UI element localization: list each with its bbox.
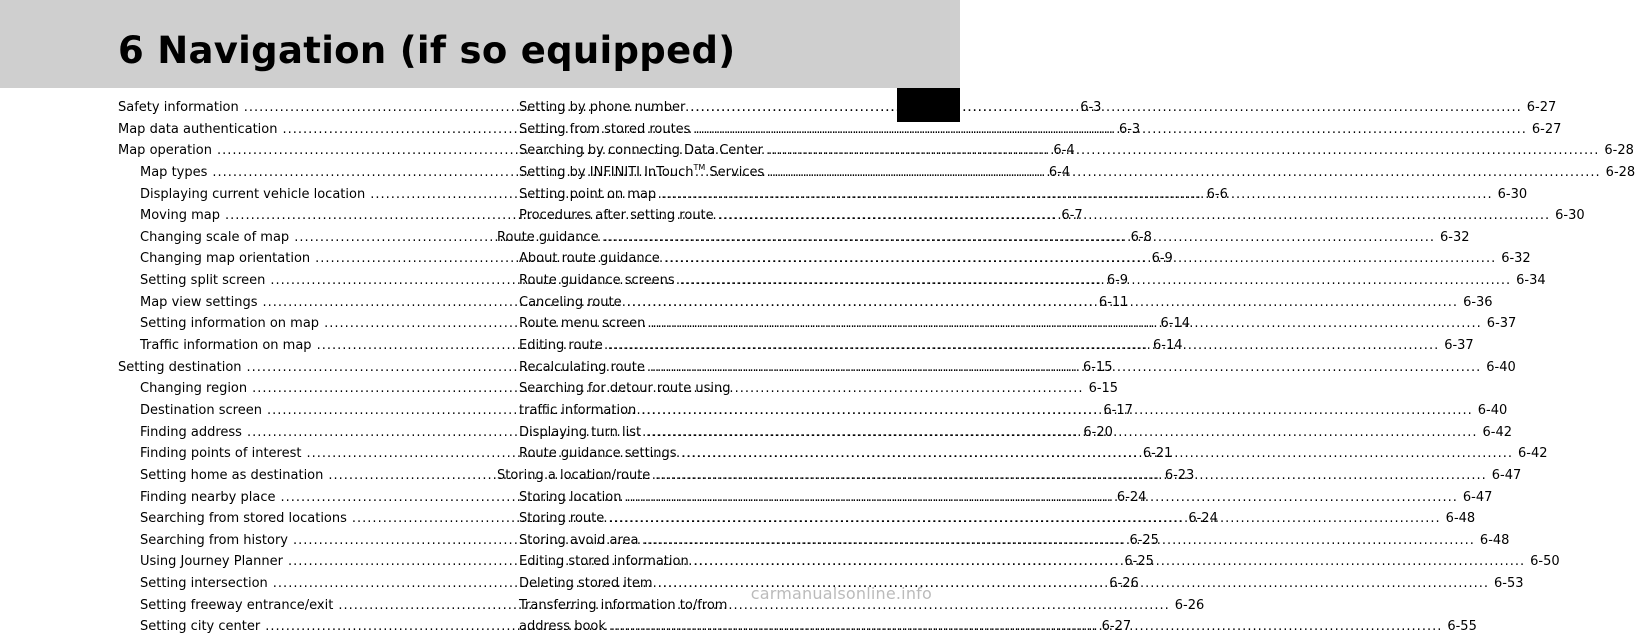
toc-entry-label: Setting split screen	[140, 273, 266, 289]
dot-leader	[650, 313, 1481, 335]
toc-entry-page: 6-47	[1462, 489, 1493, 505]
chapter-title-band	[0, 0, 960, 88]
dot-leader	[661, 184, 1492, 206]
toc-entry-label: Editing route	[519, 338, 603, 354]
toc-entry-label: Traffic information on map	[140, 338, 312, 354]
toc-entry-label: Searching from stored locations	[140, 511, 347, 527]
toc-entry-page: 6-55	[1447, 619, 1477, 635]
toc-entry-label: Procedures after setting route	[519, 208, 714, 224]
toc-entry-label: Setting freeway entrance/exit	[140, 597, 334, 613]
toc-entry-page: 6-15	[1082, 359, 1113, 375]
dot-leader	[627, 292, 1458, 314]
toc-entry-label: Storing location	[519, 489, 622, 505]
toc-entry-label: Route menu screen	[519, 316, 646, 332]
dot-leader	[690, 97, 1521, 119]
toc-entry-label: Displaying turn list	[519, 424, 642, 440]
toc-entry-page: 6-28	[1605, 164, 1635, 180]
toc-entry-page: 6-4	[1053, 143, 1075, 159]
toc-entry-label: Searching from history	[140, 532, 288, 548]
toc-entry-label: Searching by connecting Data Center	[519, 143, 763, 159]
toc-entry-page: 6-26	[1109, 576, 1139, 592]
toc-entry-label: Setting from stored routes	[519, 121, 691, 137]
toc-entry-label: Storing a location/route	[497, 467, 651, 483]
toc-entry-page: 6-26	[1174, 597, 1205, 613]
toc-entry-page: 6-20	[1083, 424, 1113, 440]
toc-entry-page: 6-9	[1106, 273, 1129, 289]
toc-entry-page: 6-37	[1486, 316, 1517, 332]
toc-entry-label: Moving map	[140, 208, 220, 224]
toc-entry-label: Changing scale of map	[140, 229, 290, 245]
toc-entry-page: 6-36	[1463, 294, 1493, 310]
toc-entry-label-continued: address book	[519, 619, 606, 635]
toc-entry-label: Finding address	[140, 424, 242, 440]
dot-leader	[643, 530, 1474, 552]
toc-entry-page: 6-6	[1206, 186, 1228, 202]
toc-entry-label: About route guidance	[519, 251, 660, 267]
dot-leader	[611, 616, 1442, 638]
toc-entry-page: 6-32	[1440, 229, 1470, 245]
toc-entry-page: 6-24	[1188, 511, 1218, 527]
toc-entry-page: 6-42	[1482, 424, 1513, 440]
toc-entry-label: Map view settings	[140, 294, 258, 310]
toc-entry-label: Storing route	[519, 511, 605, 527]
dot-leader	[769, 162, 1600, 184]
toc-entry-page: 6-48	[1445, 511, 1476, 527]
toc-entry-page: 6-40	[1486, 359, 1516, 375]
dot-leader	[665, 248, 1496, 270]
toc-entry-page: 6-25	[1129, 532, 1159, 548]
dot-leader	[682, 443, 1513, 465]
dot-leader	[604, 227, 1435, 249]
toc-entry-page: 6-14	[1153, 338, 1183, 354]
toc-entry-label: Setting home as destination	[140, 467, 324, 483]
toc-entry-label: Editing stored information	[519, 554, 689, 570]
toc-entry-page: 6-42	[1518, 446, 1548, 462]
dot-leader	[641, 400, 1472, 422]
dot-leader	[646, 422, 1477, 444]
toc-entry-label: Using Journey Planner	[140, 554, 283, 570]
toc-entry-page: 6-25	[1124, 554, 1154, 570]
toc-entry-page: 6-21	[1142, 446, 1173, 462]
toc-entry-page: 6-37	[1444, 338, 1474, 354]
dot-leader	[608, 335, 1439, 357]
toc-entry-page: 6-30	[1497, 186, 1528, 202]
toc-entry-label: Destination screen	[140, 402, 262, 418]
dot-leader	[719, 205, 1550, 227]
toc-entry-page: 6-14	[1160, 316, 1191, 332]
trademark-mark: TM	[693, 162, 706, 172]
dot-leader	[768, 140, 1599, 162]
toc-entry-page: 6-53	[1494, 576, 1524, 592]
toc-entry-page: 6-32	[1501, 251, 1531, 267]
toc-entry-label: Finding nearby place	[140, 489, 276, 505]
dot-leader	[609, 508, 1440, 530]
toc-entry-label: Recalculating route	[519, 359, 645, 375]
toc-entry-label: Setting by phone number	[519, 100, 686, 115]
toc-entry-label: Setting intersection	[140, 576, 268, 592]
toc-entry-page: 6-47	[1491, 467, 1522, 483]
toc-entry-page: 6-27	[1526, 100, 1557, 115]
chapter-title: 6 Navigation (if so equipped)	[118, 29, 736, 72]
toc-entry-label: Finding points of interest	[140, 446, 302, 462]
toc-entry-label: Changing region	[140, 381, 248, 397]
toc-entry-label: Safety information	[118, 100, 239, 115]
toc-entry-label: Route guidance	[497, 229, 599, 245]
toc-entry-label: Route guidance settings	[519, 446, 677, 462]
toc-entry-page: 6-9	[1151, 251, 1173, 267]
toc-entry-page: 6-11	[1098, 294, 1129, 310]
toc-entry-label: Deleting stored item	[519, 576, 653, 592]
toc-entry-page: 6-15	[1088, 381, 1119, 397]
toc-entry-page: 6-28	[1604, 143, 1634, 159]
dot-leader	[650, 357, 1481, 379]
toc-entry-page: 6-3	[1080, 100, 1102, 115]
toc-entry-label-text: Setting by INFINITI InTouch	[519, 164, 694, 180]
toc-entry-label: Changing map orientation	[140, 251, 311, 267]
toc-entry-label: Route guidance screens	[519, 273, 675, 289]
dot-leader	[626, 487, 1457, 509]
toc-entry-page: 6-7	[1061, 208, 1083, 224]
toc-entry-page: 6-34	[1516, 273, 1546, 289]
toc-entry-label: Searching for detour route using	[519, 381, 731, 397]
dot-leader	[694, 551, 1525, 573]
toc-entry-page: 6-23	[1164, 467, 1195, 483]
watermark: carmanualsonline.info	[750, 584, 932, 603]
toc-entry-label: Displaying current vehicle location	[140, 186, 366, 202]
toc-entry-label	[519, 162, 764, 184]
toc-entry-label: Setting city center	[140, 619, 261, 635]
toc-entry-page: 6-30	[1555, 208, 1585, 224]
toc-entry-label: Transferring information to/from	[519, 597, 728, 613]
toc-entry-page: 6-17	[1103, 402, 1133, 418]
toc-entry-page: 6-8	[1130, 229, 1152, 245]
toc-entry-label: Canceling route	[519, 294, 622, 310]
toc-entry-label-continued: traffic information	[519, 402, 637, 418]
toc-entry-label: Map data authentication	[118, 121, 278, 137]
toc-entry-page: 6-4	[1048, 164, 1071, 180]
toc-entry-label: Storing avoid area	[519, 532, 639, 548]
toc-entry-page: 6-27	[1101, 619, 1132, 635]
toc-entry-label: Setting destination	[118, 359, 242, 375]
dot-leader	[695, 119, 1526, 141]
toc-entry-page: 6-27	[1531, 121, 1562, 137]
toc-entry-page: 6-50	[1530, 554, 1560, 570]
dot-leader	[655, 465, 1486, 487]
toc-entry-label: Setting point on map	[519, 186, 657, 202]
dot-leader	[680, 270, 1511, 292]
toc-entry-page: 6-24	[1116, 489, 1147, 505]
toc-entry-label: Map types	[140, 164, 208, 180]
toc-entry-page: 6-40	[1477, 402, 1508, 418]
toc-entry-label-suffix: Services	[705, 164, 765, 180]
toc-entry-label: Setting information on map	[140, 316, 320, 332]
toc-entry-page: 6-48	[1479, 532, 1510, 548]
toc-entry-page: 6-3	[1118, 121, 1141, 137]
toc-entry-label: Map operation	[118, 143, 212, 159]
